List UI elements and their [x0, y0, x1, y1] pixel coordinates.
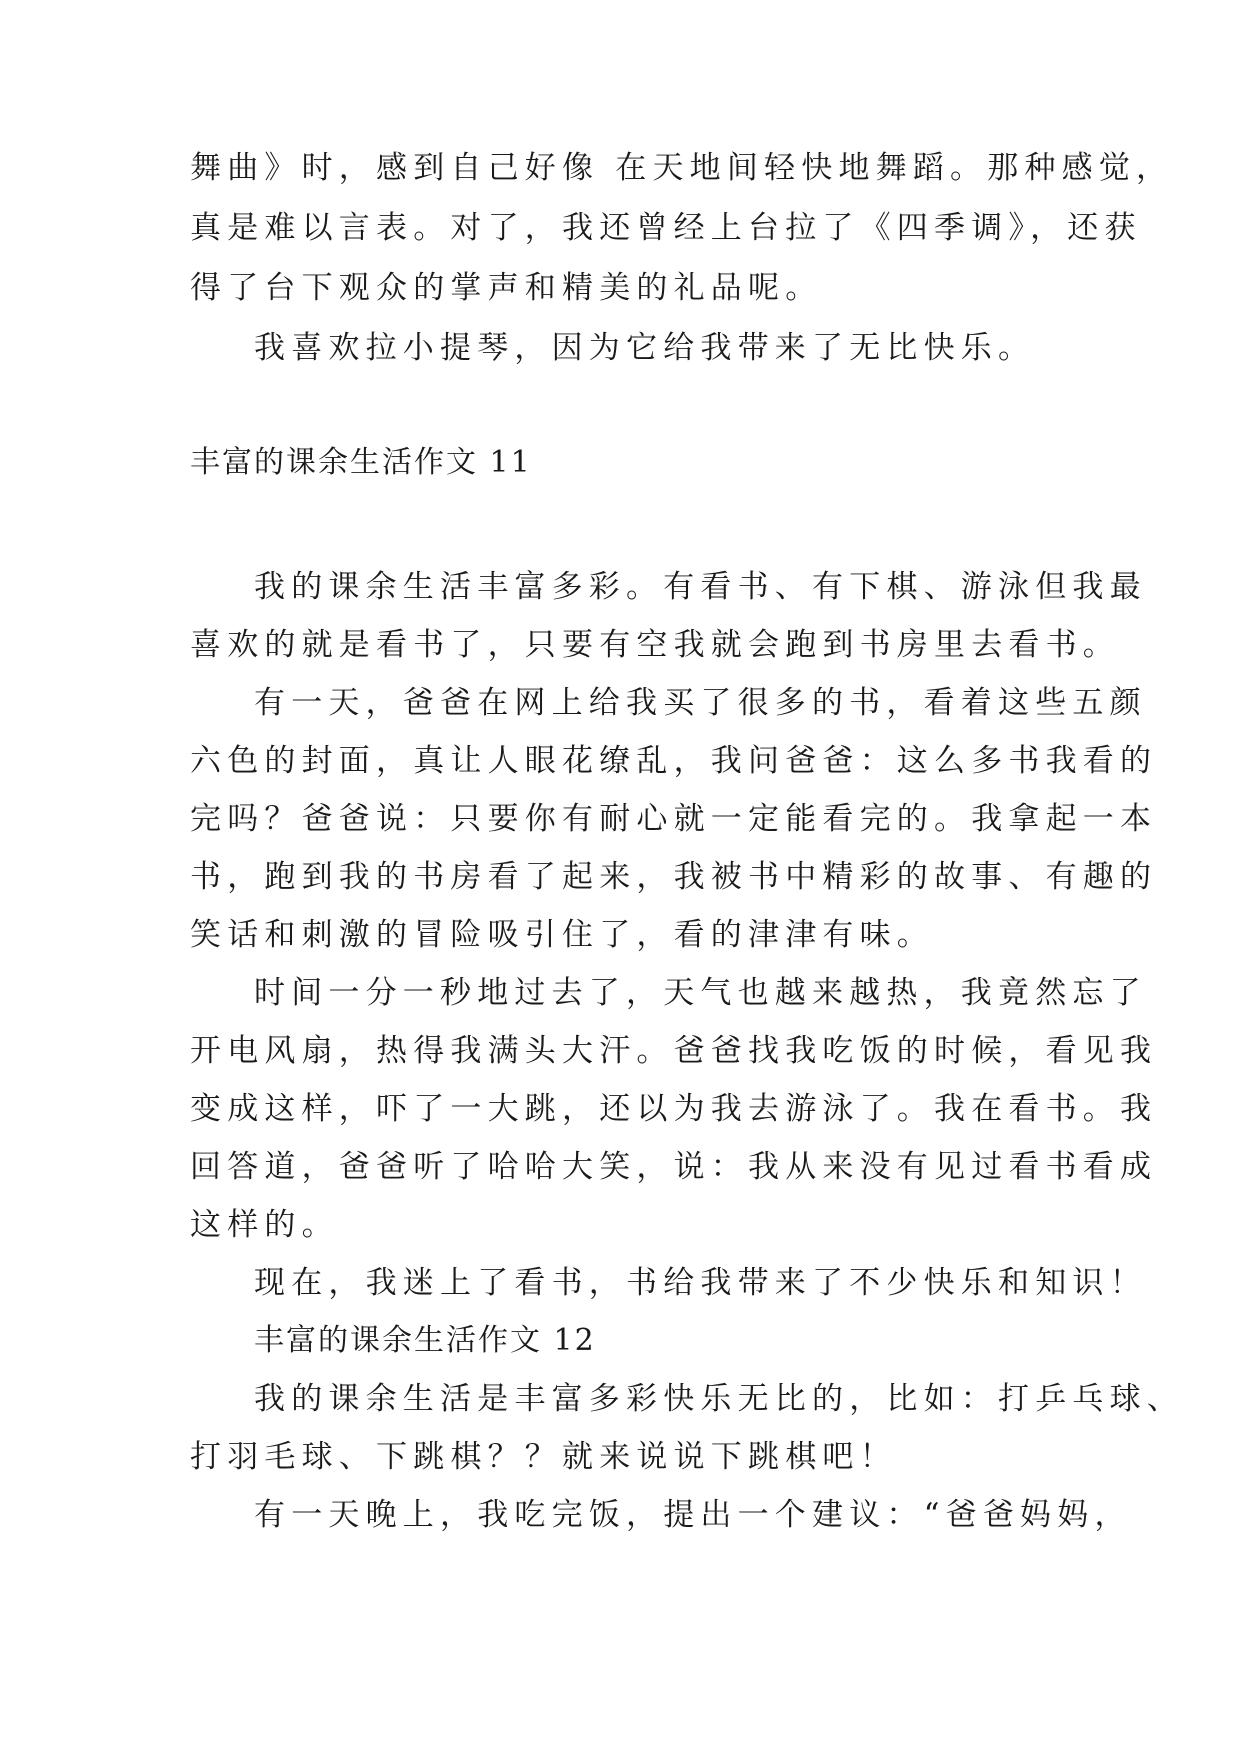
- text-line: 笑话和刺激的冒险吸引住了，看的津津有味。: [190, 917, 934, 953]
- section-heading: 丰富的课余生活作文 11: [190, 445, 532, 480]
- text-line: 喜欢的就是看书了，只要有空我就会跑到书房里去看书。: [190, 627, 1120, 663]
- paragraph-start: 时间一分一秒地过去了，天气也越来越热，我竟然忘了: [254, 975, 1147, 1011]
- paragraph-start: 我喜欢拉小提琴，因为它给我带来了无比快乐。: [254, 330, 1036, 366]
- text-line: 得了台下观众的掌声和精美的礼品呢。: [190, 270, 823, 306]
- text-line: 六色的封面，真让人眼花缭乱，我问爸爸：这么多书我看的: [190, 743, 1158, 779]
- text-line: 舞曲》时，感到自己好像 在天地间轻快地舞蹈。那种感觉，: [190, 150, 1174, 186]
- text-line: 回答道，爸爸听了哈哈大笑，说：我从来没有见过看书看成: [190, 1149, 1158, 1185]
- text-line: 变成这样，吓了一大跳，还以为我去游泳了。我在看书。我: [190, 1091, 1158, 1127]
- text-line: 打羽毛球、下跳棋？？就来说说下跳棋吧！: [190, 1439, 897, 1475]
- text-line: 完吗？爸爸说：只要你有耐心就一定能看完的。我拿起一本: [190, 801, 1158, 837]
- section-heading: 丰富的课余生活作文 12: [254, 1323, 596, 1358]
- paragraph-start: 现在，我迷上了看书，书给我带来了不少快乐和知识！: [254, 1265, 1147, 1301]
- text-line: 开电风扇，热得我满头大汗。爸爸找我吃饭的时候，看见我: [190, 1033, 1158, 1069]
- paragraph-start: 我的课余生活丰富多彩。有看书、有下棋、游泳但我最: [254, 569, 1147, 605]
- text-line: 这样的。: [190, 1207, 339, 1243]
- text-line: 真是难以言表。对了，我还曾经上台拉了《四季调》，还获: [190, 210, 1142, 246]
- paragraph-start: 我的课余生活是丰富多彩快乐无比的，比如：打乒乓球、: [254, 1381, 1184, 1417]
- text-line: 书，跑到我的书房看了起来，我被书中精彩的故事、有趣的: [190, 859, 1158, 895]
- paragraph-start: 有一天，爸爸在网上给我买了很多的书，看着这些五颜: [254, 685, 1147, 721]
- paragraph-start: 有一天晚上，我吃完饭，提出一个建议：“爸爸妈妈，: [254, 1497, 1132, 1533]
